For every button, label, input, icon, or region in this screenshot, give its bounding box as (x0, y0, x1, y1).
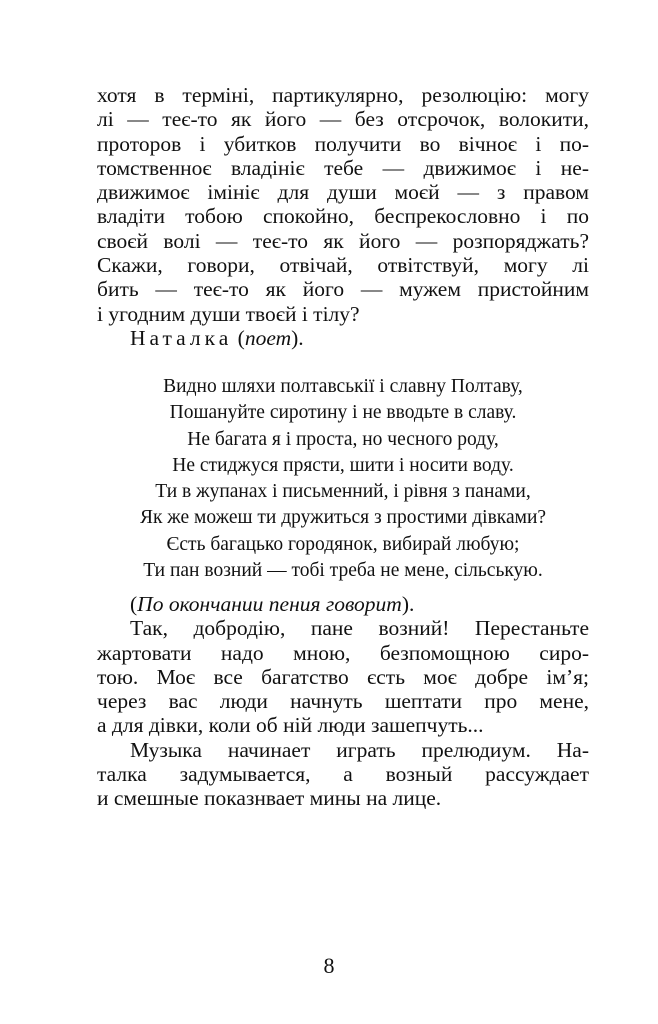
verse-line: Ти пан возний — тобі треба не мене, сільськую. (143, 560, 543, 582)
verse-line: Пошануйте сиротину і не вводьте в славу. (169, 402, 517, 424)
text-line: жартовати надо мною, безпомощною сиро- (97, 640, 589, 665)
speaker-paren-open: ( (232, 326, 245, 350)
text-line: проторов і убитков получити во вічноє і по- (97, 131, 589, 156)
verse-line: Не багата я і проста, но чесного роду, (187, 428, 499, 450)
text-line: своєй волі — теє-то як його — розпоряджать? (97, 228, 589, 253)
text-line: Так, добродію, пане возний! Перестаньте (130, 616, 589, 641)
text-line: тою. Моє все багатство єсть моє добре ім’я; (97, 664, 589, 689)
text-line: талка задумывается, а возный рассуждает (97, 762, 589, 787)
song-verses (97, 374, 589, 584)
text-line: а для дівки, коли об ній люди зашепчуть... (97, 713, 484, 738)
stage-paren-close: ). (401, 592, 415, 616)
stage-direction-line (97, 592, 589, 616)
page-number: 8 (323, 953, 335, 978)
text-line: лі — теє-то як його — без отсрочок, волокити, (97, 107, 589, 132)
verse-line: Єсть багацько городянок, вибирай любую; (166, 533, 520, 555)
speaker-paren-close: ). (291, 326, 304, 350)
stage-remark: поет (244, 326, 292, 350)
text-line: бить — теє-то як його — мужем пристойним (97, 277, 589, 302)
speaker-cue-line (97, 326, 589, 350)
verse-line: Ти в жупанах і письменний, і рівня з панами, (155, 481, 531, 503)
speaker-cue (97, 326, 589, 350)
verse-line: Видно шляхи полтавськії і славну Полтаву, (163, 376, 523, 397)
text-line: движимоє імініє для души моєй — з правом (97, 180, 589, 205)
dialogue-paragraph (97, 83, 589, 326)
text-line: томственноє владініє тебе — движимоє і не- (97, 155, 589, 180)
stage-direction: По окончании пения говорит (137, 592, 402, 616)
verse-line: Не стиджуся прясти, шити і носити воду. (172, 454, 514, 476)
speaker-name: Наталка (130, 326, 233, 350)
text-line: владіти тобою спокойно, беспрекословно і по (97, 204, 589, 229)
verse-line: Як же можеш ти дружиться з простими дівками? (139, 507, 547, 529)
closing-paragraph (97, 592, 589, 811)
text-line: хотя в терміні, партикулярно, резолюцію: могу (97, 83, 589, 107)
text-line: Музыка начинает играть прелюдиум. На- (130, 737, 589, 762)
stage-paren-open: ( (130, 592, 138, 616)
text-line: и смешные показнвает мины на лице. (97, 786, 442, 811)
text-line: через вас люди начнуть шептати про мене, (97, 689, 589, 714)
text-line: Скажи, говори, отвічай, отвітствуй, могу лі (97, 253, 589, 278)
text-line: і угодним души твоєй і тілу? (97, 301, 360, 326)
